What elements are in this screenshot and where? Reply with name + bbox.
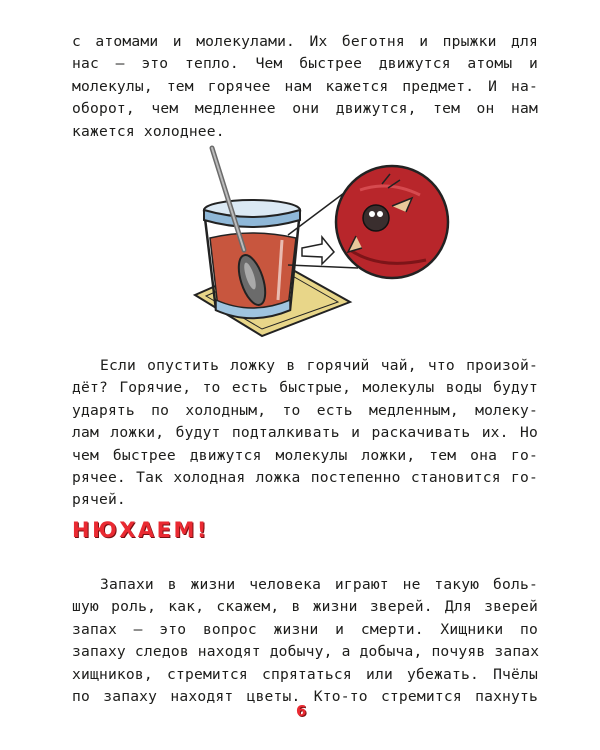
text-line: рячее. Так холодная ложка постепенно становится го- xyxy=(72,469,538,487)
paragraph-smells xyxy=(72,574,538,708)
tea-glass-spoon-icon xyxy=(190,140,460,340)
text-line: Если опустить ложку в горячий чай, что произой- xyxy=(100,357,538,374)
text-line: по запаху находят цветы. Кто-то стремится пахнуть xyxy=(72,688,538,706)
text-line: запаху следов находят добычу, а добыча, почуяв запах xyxy=(72,643,540,661)
text-line: молекулы, тем горячее нам кажется предмет. И на- xyxy=(72,77,538,95)
text-line: лам ложки, будут подталкивать и раскачивать их. Но xyxy=(72,424,538,442)
text-line: шую роль, как, скажем, в жизни зверей. Для зверей xyxy=(72,598,538,616)
text-line: чем быстрее движутся молекулы ложки, тем она го- xyxy=(72,446,538,464)
text-line: рячей. xyxy=(72,491,126,509)
text-line: с атомами и молекулами. Их беготня и прыжки для xyxy=(72,33,538,50)
page-number: 6 xyxy=(296,702,307,720)
text-line: кажется холоднее. xyxy=(72,122,225,140)
section-heading: НЮХАЕМ! xyxy=(72,518,209,542)
text-line: хищников, стремится спрятаться или убежать. Пчёлы xyxy=(72,665,538,683)
paragraph-heat-molecules xyxy=(72,31,538,143)
text-line: нас – это тепло. Чем быстрее движутся атомы и xyxy=(72,55,538,73)
tea-glass-illustration xyxy=(190,140,460,340)
paragraph-spoon-in-tea xyxy=(72,355,538,512)
text-line: оборот, чем медленнее они движутся, тем он нам xyxy=(72,100,538,118)
text-line: запах – это вопрос жизни и смерти. Хищники по xyxy=(72,620,538,638)
text-line: Запахи в жизни человека играют не такую боль- xyxy=(100,576,538,593)
text-line: ударять по холодным, то есть медленным, молеку- xyxy=(72,401,538,419)
text-line: дёт? Горячие, то есть быстрые, молекулы воды будут xyxy=(72,379,538,397)
